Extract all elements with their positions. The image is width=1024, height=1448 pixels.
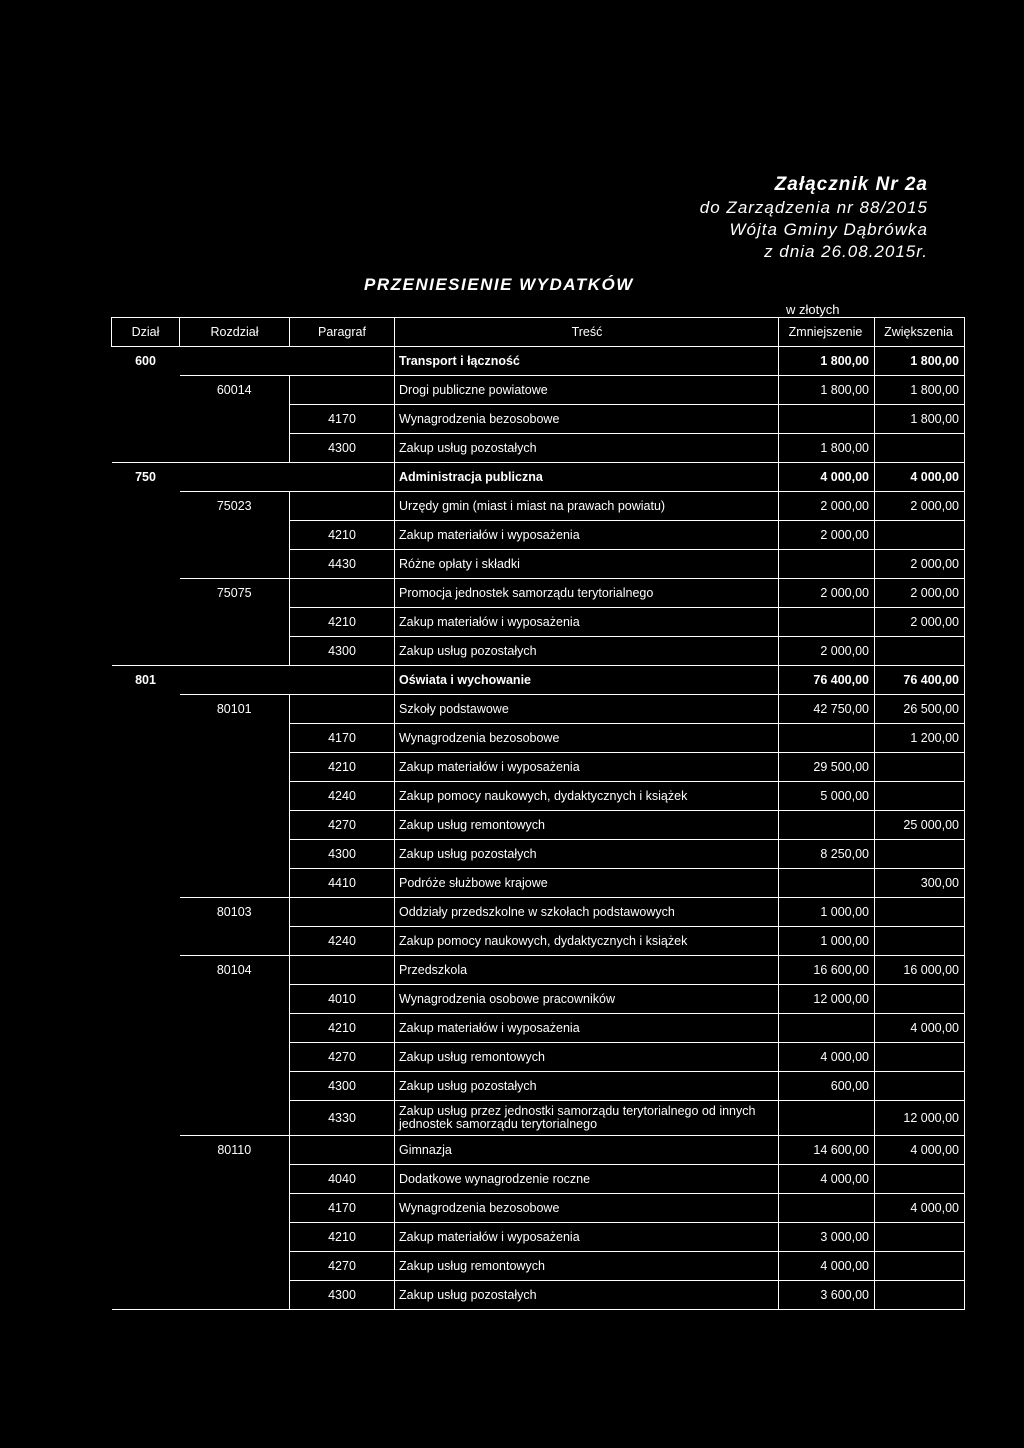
table-row [112,695,965,724]
cell-zmniejszenie: 600,00 [779,1072,875,1101]
ordinance-number: do Zarządzenia nr 88/2015 [699,198,928,217]
cell-rozdzial [180,608,290,637]
cell-zmniejszenie: 1 000,00 [779,927,875,956]
table-row [112,1072,965,1101]
cell-rozdzial [180,666,290,695]
table-row [112,985,965,1014]
cell-rozdzial: 80101 [180,695,290,724]
cell-dzial: 750 [112,463,180,492]
cell-rozdzial [180,521,290,550]
table-row [112,579,965,608]
table-row [112,927,965,956]
cell-dzial [112,376,180,405]
table-row [112,463,965,492]
cell-dzial [112,811,180,840]
cell-dzial [112,1281,180,1310]
cell-tresc: Zakup usług przez jednostki samorządu terytorialnego od innych jednostek samorządu terytorialnego [395,1101,779,1136]
cell-paragraf: 4170 [290,405,395,434]
cell-rozdzial [180,724,290,753]
cell-paragraf [290,376,395,405]
cell-dzial [112,1136,180,1165]
cell-dzial [112,434,180,463]
cell-rozdzial [180,1101,290,1136]
cell-dzial [112,724,180,753]
cell-zmniejszenie: 4 000,00 [779,1165,875,1194]
cell-tresc: Transport i łączność [395,347,779,376]
table-row [112,521,965,550]
cell-zmniejszenie: 14 600,00 [779,1136,875,1165]
table-row [112,1014,965,1043]
table-header-row [112,318,965,347]
cell-dzial [112,579,180,608]
cell-zmniejszenie [779,1101,875,1136]
column-header-rozdzial: Rozdział [180,318,290,347]
cell-zmniejszenie: 2 000,00 [779,492,875,521]
cell-paragraf: 4010 [290,985,395,1014]
cell-rozdzial [180,1252,290,1281]
ordinance-date: z dnia 26.08.2015r. [764,242,928,261]
cell-rozdzial: 75023 [180,492,290,521]
table-row [112,1101,965,1136]
table-row [112,956,965,985]
cell-zmniejszenie: 5 000,00 [779,782,875,811]
table-row [112,666,965,695]
cell-rozdzial: 80104 [180,956,290,985]
cell-tresc: Zakup usług pozostałych [395,637,779,666]
column-header-zwiekszenia: Zwiększenia [875,318,965,347]
cell-paragraf: 4170 [290,1194,395,1223]
cell-paragraf [290,492,395,521]
table-row [112,1043,965,1072]
attachment-number: Załącznik Nr 2a [774,174,928,195]
cell-zwiekszenia: 4 000,00 [875,1194,965,1223]
cell-rozdzial [180,782,290,811]
cell-paragraf: 4330 [290,1101,395,1136]
cell-dzial [112,869,180,898]
cell-zmniejszenie [779,1194,875,1223]
cell-zwiekszenia: 1 800,00 [875,347,965,376]
cell-rozdzial [180,550,290,579]
cell-dzial [112,492,180,521]
cell-dzial: 801 [112,666,180,695]
cell-rozdzial [180,347,290,376]
cell-zwiekszenia [875,1281,965,1310]
cell-rozdzial [180,1194,290,1223]
cell-zwiekszenia [875,521,965,550]
cell-paragraf: 4270 [290,1043,395,1072]
cell-rozdzial [180,1165,290,1194]
cell-tresc: Oświata i wychowanie [395,666,779,695]
cell-paragraf: 4240 [290,927,395,956]
table-row [112,347,965,376]
cell-paragraf: 4300 [290,1281,395,1310]
cell-zwiekszenia [875,1043,965,1072]
cell-tresc: Różne opłaty i składki [395,550,779,579]
cell-zwiekszenia: 1 200,00 [875,724,965,753]
cell-dzial [112,753,180,782]
cell-paragraf: 4300 [290,840,395,869]
cell-zwiekszenia [875,1223,965,1252]
cell-tresc: Wynagrodzenia bezosobowe [395,1194,779,1223]
cell-rozdzial [180,1072,290,1101]
cell-zwiekszenia: 25 000,00 [875,811,965,840]
cell-zmniejszenie [779,405,875,434]
cell-zmniejszenie [779,608,875,637]
cell-zmniejszenie: 4 000,00 [779,1252,875,1281]
cell-dzial [112,956,180,985]
cell-tresc: Zakup usług pozostałych [395,1281,779,1310]
cell-paragraf [290,347,395,376]
cell-tresc: Zakup usług remontowych [395,811,779,840]
cell-tresc: Szkoły podstawowe [395,695,779,724]
cell-dzial [112,898,180,927]
cell-paragraf: 4040 [290,1165,395,1194]
cell-zmniejszenie: 2 000,00 [779,637,875,666]
column-header-tresc: Treść [395,318,779,347]
cell-zwiekszenia: 4 000,00 [875,1136,965,1165]
cell-paragraf: 4210 [290,1223,395,1252]
cell-rozdzial [180,1223,290,1252]
cell-zmniejszenie: 4 000,00 [779,1043,875,1072]
table-row [112,782,965,811]
cell-paragraf [290,956,395,985]
cell-dzial [112,1101,180,1136]
table-row [112,1281,965,1310]
table-row [112,434,965,463]
table-row [112,1165,965,1194]
cell-zmniejszenie [779,550,875,579]
cell-zmniejszenie: 1 800,00 [779,347,875,376]
cell-zwiekszenia [875,637,965,666]
expenditure-table [111,317,965,1310]
cell-tresc: Dodatkowe wynagrodzenie roczne [395,1165,779,1194]
column-header-dzial: Dział [112,318,180,347]
cell-zmniejszenie [779,811,875,840]
cell-tresc: Urzędy gmin (miast i miast na prawach powiatu) [395,492,779,521]
column-header-zmniejszenie: Zmniejszenie [779,318,875,347]
cell-zmniejszenie: 8 250,00 [779,840,875,869]
cell-zmniejszenie: 16 600,00 [779,956,875,985]
cell-rozdzial [180,927,290,956]
table-row [112,898,965,927]
table-row [112,405,965,434]
cell-dzial [112,1014,180,1043]
cell-paragraf: 4210 [290,1014,395,1043]
cell-rozdzial [180,1043,290,1072]
cell-zwiekszenia [875,927,965,956]
cell-rozdzial [180,985,290,1014]
cell-dzial [112,1194,180,1223]
table-row [112,840,965,869]
cell-zmniejszenie: 1 800,00 [779,376,875,405]
cell-tresc: Zakup materiałów i wyposażenia [395,608,779,637]
cell-zmniejszenie: 42 750,00 [779,695,875,724]
table-row [112,1194,965,1223]
cell-zwiekszenia: 300,00 [875,869,965,898]
cell-paragraf [290,579,395,608]
cell-zwiekszenia: 2 000,00 [875,579,965,608]
cell-dzial: 600 [112,347,180,376]
cell-tresc: Zakup usług remontowych [395,1043,779,1072]
cell-dzial [112,637,180,666]
cell-zmniejszenie: 76 400,00 [779,666,875,695]
cell-dzial [112,1223,180,1252]
cell-tresc: Wynagrodzenia osobowe pracowników [395,985,779,1014]
cell-zwiekszenia: 1 800,00 [875,405,965,434]
cell-dzial [112,985,180,1014]
cell-zwiekszenia: 2 000,00 [875,492,965,521]
cell-tresc: Zakup pomocy naukowych, dydaktycznych i książek [395,927,779,956]
cell-zwiekszenia [875,898,965,927]
cell-tresc: Zakup materiałów i wyposażenia [395,1223,779,1252]
cell-zmniejszenie: 2 000,00 [779,521,875,550]
cell-zmniejszenie [779,1014,875,1043]
cell-zwiekszenia: 12 000,00 [875,1101,965,1136]
cell-tresc: Zakup pomocy naukowych, dydaktycznych i książek [395,782,779,811]
cell-paragraf: 4210 [290,521,395,550]
cell-tresc: Zakup usług pozostałych [395,840,779,869]
cell-dzial [112,782,180,811]
cell-rozdzial [180,434,290,463]
attachment-header [700,173,928,263]
cell-paragraf [290,898,395,927]
cell-dzial [112,927,180,956]
cell-paragraf: 4300 [290,1072,395,1101]
cell-rozdzial: 75075 [180,579,290,608]
table-row [112,492,965,521]
cell-zwiekszenia [875,840,965,869]
cell-tresc: Podróże służbowe krajowe [395,869,779,898]
table-row [112,608,965,637]
cell-tresc: Zakup usług pozostałych [395,1072,779,1101]
cell-paragraf: 4430 [290,550,395,579]
cell-dzial [112,840,180,869]
table-row [112,376,965,405]
cell-paragraf: 4270 [290,811,395,840]
cell-rozdzial [180,405,290,434]
cell-zmniejszenie [779,869,875,898]
cell-zmniejszenie: 1 000,00 [779,898,875,927]
cell-zwiekszenia: 1 800,00 [875,376,965,405]
cell-tresc: Promocja jednostek samorządu terytorialnego [395,579,779,608]
table-row [112,637,965,666]
cell-zmniejszenie: 3 600,00 [779,1281,875,1310]
cell-zwiekszenia: 76 400,00 [875,666,965,695]
cell-paragraf: 4210 [290,608,395,637]
cell-tresc: Przedszkola [395,956,779,985]
cell-paragraf: 4240 [290,782,395,811]
cell-zmniejszenie: 1 800,00 [779,434,875,463]
cell-rozdzial [180,753,290,782]
cell-zwiekszenia [875,1072,965,1101]
cell-zwiekszenia: 2 000,00 [875,608,965,637]
cell-zwiekszenia: 2 000,00 [875,550,965,579]
table-row [112,869,965,898]
cell-rozdzial: 60014 [180,376,290,405]
table-row [112,811,965,840]
cell-dzial [112,1072,180,1101]
cell-rozdzial [180,637,290,666]
cell-paragraf: 4300 [290,637,395,666]
cell-rozdzial [180,840,290,869]
cell-paragraf [290,695,395,724]
cell-dzial [112,695,180,724]
cell-zmniejszenie [779,724,875,753]
cell-tresc: Zakup materiałów i wyposażenia [395,1014,779,1043]
cell-paragraf: 4270 [290,1252,395,1281]
column-header-paragraf: Paragraf [290,318,395,347]
cell-zmniejszenie: 3 000,00 [779,1223,875,1252]
document-title: PRZENIESIENIE WYDATKÓW [364,275,634,294]
cell-zwiekszenia [875,782,965,811]
cell-rozdzial: 80103 [180,898,290,927]
cell-dzial [112,608,180,637]
cell-rozdzial [180,869,290,898]
cell-rozdzial [180,811,290,840]
cell-tresc: Zakup usług pozostałych [395,434,779,463]
cell-paragraf [290,1136,395,1165]
cell-paragraf: 4300 [290,434,395,463]
cell-tresc: Wynagrodzenia bezosobowe [395,405,779,434]
cell-tresc: Wynagrodzenia bezosobowe [395,724,779,753]
cell-dzial [112,1165,180,1194]
unit-label: w złotych [786,302,840,317]
cell-rozdzial [180,1281,290,1310]
cell-zwiekszenia [875,985,965,1014]
cell-zwiekszenia: 4 000,00 [875,1014,965,1043]
cell-rozdzial [180,463,290,492]
cell-tresc: Zakup usług remontowych [395,1252,779,1281]
cell-paragraf [290,666,395,695]
table-row [112,1252,965,1281]
table-row [112,1136,965,1165]
cell-zwiekszenia: 4 000,00 [875,463,965,492]
table-row [112,1223,965,1252]
cell-zmniejszenie: 2 000,00 [779,579,875,608]
cell-tresc: Gimnazja [395,1136,779,1165]
cell-dzial [112,550,180,579]
cell-zmniejszenie: 29 500,00 [779,753,875,782]
cell-dzial [112,521,180,550]
table-row [112,724,965,753]
table-row [112,753,965,782]
cell-zwiekszenia [875,753,965,782]
cell-tresc: Administracja publiczna [395,463,779,492]
cell-paragraf: 4170 [290,724,395,753]
cell-zwiekszenia [875,1252,965,1281]
cell-paragraf: 4210 [290,753,395,782]
table-row [112,550,965,579]
cell-tresc: Oddziały przedszkolne w szkołach podstawowych [395,898,779,927]
cell-zmniejszenie: 12 000,00 [779,985,875,1014]
cell-dzial [112,1043,180,1072]
cell-rozdzial [180,1014,290,1043]
cell-zmniejszenie: 4 000,00 [779,463,875,492]
cell-zwiekszenia: 26 500,00 [875,695,965,724]
issuer: Wójta Gminy Dąbrówka [729,220,928,239]
cell-tresc: Zakup materiałów i wyposażenia [395,521,779,550]
cell-zwiekszenia: 16 000,00 [875,956,965,985]
cell-paragraf [290,463,395,492]
cell-tresc: Drogi publiczne powiatowe [395,376,779,405]
cell-dzial [112,1252,180,1281]
cell-zwiekszenia [875,434,965,463]
cell-paragraf: 4410 [290,869,395,898]
cell-tresc: Zakup materiałów i wyposażenia [395,753,779,782]
cell-zwiekszenia [875,1165,965,1194]
cell-rozdzial: 80110 [180,1136,290,1165]
cell-dzial [112,405,180,434]
